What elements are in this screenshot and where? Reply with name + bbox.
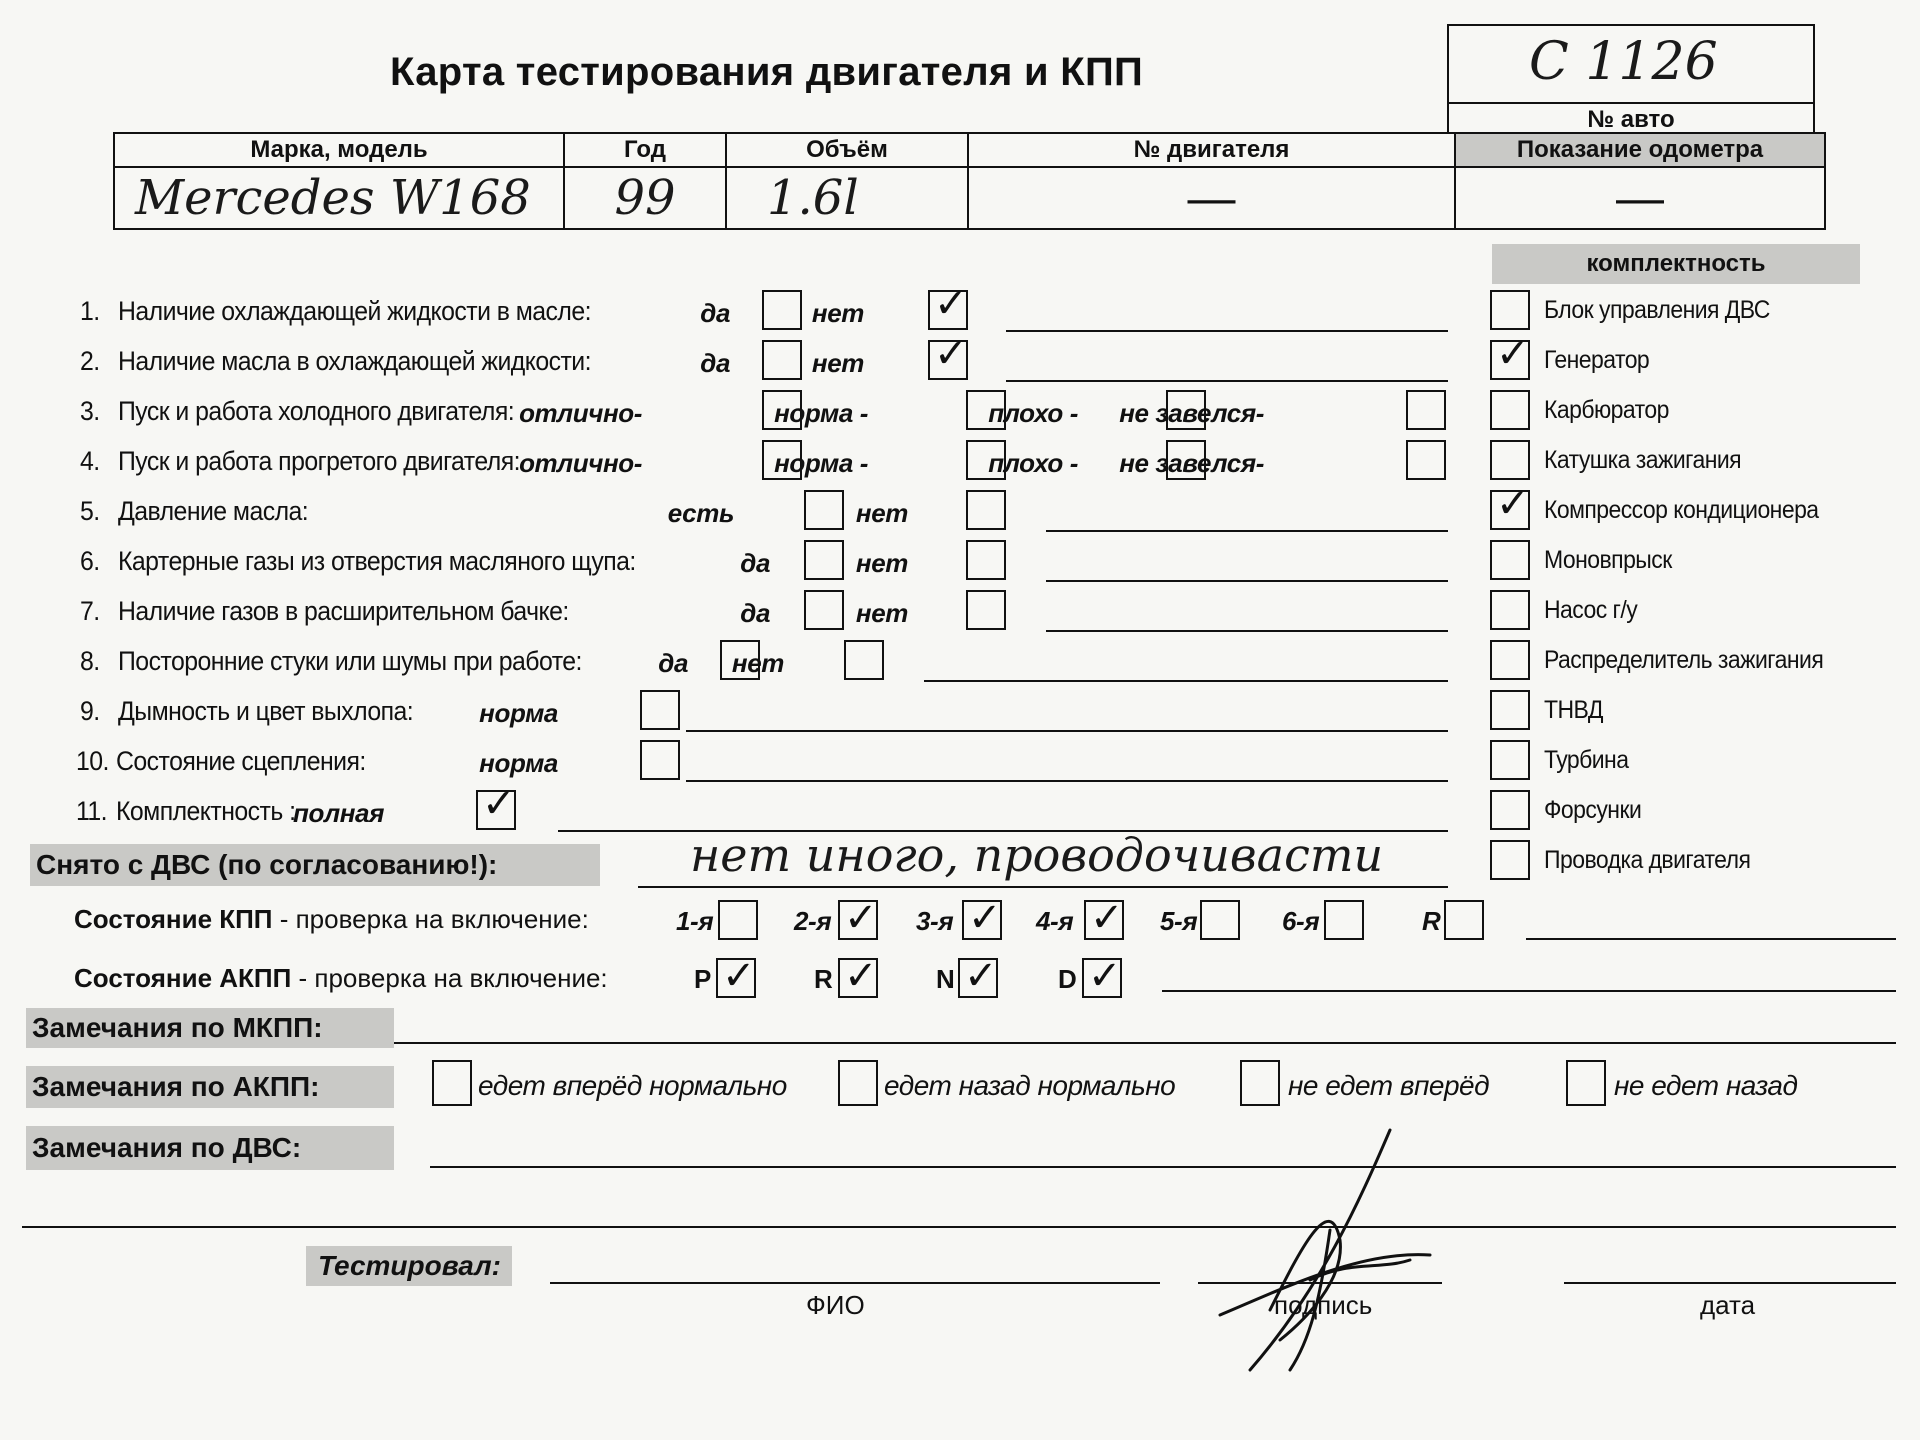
remarks-akpp-label: Замечания по АКПП:: [26, 1066, 394, 1108]
checklist-checkbox[interactable]: [966, 590, 1006, 630]
checklist-answer-line[interactable]: [1046, 580, 1448, 582]
akpp-gear-checkbox[interactable]: [716, 953, 756, 999]
checklist-answer-line[interactable]: [1046, 630, 1448, 632]
completeness-item-label: Турбина: [1544, 746, 1629, 774]
kpp-label-rest: - проверка на включение:: [272, 904, 589, 934]
checklist-answer-line[interactable]: [686, 730, 1448, 732]
checklist-checkbox[interactable]: [928, 331, 968, 380]
completeness-item-label: Форсунки: [1544, 796, 1642, 824]
checklist-row-number: 10.: [76, 746, 109, 776]
checklist-row-number: 3.: [80, 396, 100, 426]
signature-caption: подпись: [1274, 1290, 1373, 1320]
checklist-option-label: отлично-: [519, 398, 642, 428]
checklist-row-number: 6.: [80, 546, 100, 576]
fio-caption: ФИО: [806, 1290, 865, 1320]
engine-number-value[interactable]: —: [968, 167, 1455, 229]
tested-by-label: Тестировал:: [306, 1246, 512, 1286]
checklist-checkbox[interactable]: [1406, 440, 1446, 480]
plate-number-value[interactable]: С 1126: [1529, 32, 1718, 92]
akpp-remark-checkbox[interactable]: [1240, 1060, 1280, 1106]
completeness-item-label: Блок управления ДВС: [1544, 296, 1770, 324]
checklist-option-label: норма -: [774, 398, 868, 428]
checklist-row-label: Состояние сцепления:: [116, 746, 366, 776]
auto-number-box: [1447, 24, 1815, 134]
checklist-option-label: да: [740, 548, 770, 578]
kpp-line: [1526, 938, 1896, 940]
remarks-mkpp-label: Замечания по МКПП:: [26, 1008, 394, 1048]
checklist-option-label: да: [700, 348, 730, 378]
checklist-option-label: нет: [811, 348, 864, 378]
akpp-remark-checkbox[interactable]: [838, 1060, 878, 1106]
year-label: Год: [564, 133, 726, 167]
completeness-checkbox[interactable]: [1490, 540, 1530, 580]
checklist-option-label: есть: [667, 498, 734, 528]
remarks-dvs-line-2[interactable]: [22, 1226, 1896, 1228]
checkmark-icon: ✓: [1496, 481, 1530, 527]
completeness-checkbox[interactable]: [1490, 790, 1530, 830]
checklist-checkbox[interactable]: [640, 740, 680, 780]
checklist-answer-line[interactable]: [924, 680, 1448, 682]
completeness-header: комплектность: [1492, 244, 1860, 284]
kpp-label: [74, 904, 589, 935]
checkmark-icon: ✓: [844, 895, 878, 941]
checklist-row-label: Посторонние стуки или шумы при работе:: [118, 646, 582, 676]
checklist-row-label: Картерные газы из отверстия масляного щупа:: [118, 546, 636, 576]
plate-number-label: № авто: [1587, 106, 1675, 133]
completeness-item-label: ТНВД: [1544, 696, 1603, 724]
checklist-row-label: Наличие охлаждающей жидкости в масле:: [118, 296, 591, 326]
completeness-checkbox[interactable]: [1490, 481, 1530, 530]
checklist-row-number: 5.: [80, 496, 100, 526]
checklist-checkbox[interactable]: [476, 781, 516, 830]
akpp-gear-checkbox[interactable]: [958, 953, 998, 999]
checklist-checkbox[interactable]: [844, 640, 884, 680]
kpp-gear-label: 3-я: [916, 906, 954, 936]
date-caption: дата: [1700, 1290, 1756, 1320]
checkmark-icon: ✓: [482, 781, 516, 827]
kpp-gear-label: 5-я: [1160, 906, 1198, 936]
completeness-item-label: Карбюратор: [1544, 396, 1669, 424]
completeness-checkbox[interactable]: [1490, 690, 1530, 730]
checklist-option-label: нет: [731, 648, 784, 678]
completeness-checkbox[interactable]: [1490, 840, 1530, 880]
checklist-option-label: плохо -: [988, 448, 1078, 478]
checklist-option-label: полная: [292, 798, 384, 828]
akpp-label-rest: - проверка на включение:: [291, 963, 608, 993]
odometer-value[interactable]: —: [1455, 167, 1825, 229]
completeness-item-label: Насос г/у: [1544, 596, 1638, 624]
checklist-checkbox[interactable]: [804, 590, 844, 630]
checklist-checkbox[interactable]: [804, 540, 844, 580]
checklist-row-label: Давление масла:: [118, 496, 309, 526]
completeness-checkbox[interactable]: [1490, 640, 1530, 680]
checklist-row-label: Пуск и работа холодного двигателя:: [118, 396, 515, 426]
kpp-gear-label: R: [1422, 906, 1441, 936]
checklist-option-label: нет: [855, 598, 908, 628]
akpp-remark-label: едет назад нормально: [884, 1070, 1176, 1101]
completeness-item-label: Генератор: [1544, 346, 1650, 374]
engine-number-label: № двигателя: [968, 133, 1455, 167]
checklist-answer-line[interactable]: [1006, 380, 1448, 382]
checkmark-icon: ✓: [1088, 953, 1122, 999]
kpp-gear-checkbox[interactable]: [962, 895, 1002, 941]
checklist-row-number: 9.: [80, 696, 100, 726]
vehicle-header-table: [113, 132, 1826, 230]
plate-number-divider: [1449, 102, 1813, 104]
akpp-line: [1162, 990, 1896, 992]
checklist-row-label: Комплектность :: [116, 796, 296, 826]
akpp-remark-label: не едет вперёд: [1288, 1070, 1490, 1101]
akpp-gear-checkbox[interactable]: [1082, 953, 1122, 999]
checklist-option-label: плохо -: [988, 398, 1078, 428]
checklist-option-label: не завелся-: [1119, 398, 1264, 428]
kpp-gear-label: 4-я: [1036, 906, 1074, 936]
checkmark-icon: ✓: [722, 953, 756, 999]
checklist-checkbox[interactable]: [1406, 390, 1446, 430]
checklist-option-label: нет: [855, 498, 908, 528]
checkmark-icon: ✓: [1090, 895, 1124, 941]
removed-label: Снято с ДВС (по согласованию!):: [30, 844, 600, 886]
completeness-item-label: Распределитель зажигания: [1544, 646, 1824, 674]
checklist-option-label: да: [740, 598, 770, 628]
completeness-item-label: Проводка двигателя: [1544, 846, 1751, 874]
checklist-option-label: нет: [811, 298, 864, 328]
remarks-dvs-line-1[interactable]: [430, 1166, 1896, 1168]
checklist-row-label: Пуск и работа прогретого двигателя:: [118, 446, 520, 476]
page-title: Карта тестирования двигателя и КПП: [390, 50, 1144, 94]
kpp-gear-label: 2-я: [794, 906, 832, 936]
checklist-row-number: 2.: [80, 346, 100, 376]
brand-value[interactable]: Mercedes W168: [114, 167, 564, 229]
checklist-row-number: 1.: [80, 296, 100, 326]
kpp-gear-checkbox[interactable]: [718, 900, 758, 940]
checklist-option-label: не завелся-: [1119, 448, 1264, 478]
completeness-checkbox[interactable]: [1490, 590, 1530, 630]
kpp-gear-checkbox[interactable]: [838, 895, 878, 941]
checklist-option-label: да: [658, 648, 688, 678]
checklist-checkbox[interactable]: [966, 490, 1006, 530]
checklist-option-label: норма: [479, 748, 558, 778]
odometer-label: Показание одометра: [1455, 133, 1825, 167]
akpp-remark-label: едет вперёд нормально: [478, 1070, 787, 1101]
checklist-option-label: отлично-: [519, 448, 642, 478]
kpp-gear-checkbox[interactable]: [1444, 900, 1484, 940]
completeness-checkbox[interactable]: [1490, 390, 1530, 430]
fio-line[interactable]: [550, 1282, 1160, 1284]
akpp-label-bold: Состояние АКПП: [74, 963, 292, 993]
checklist-option-label: норма -: [774, 448, 868, 478]
akpp-gear-checkbox[interactable]: [838, 953, 878, 999]
kpp-label-bold: Состояние КПП: [74, 904, 273, 934]
remarks-dvs-label: Замечания по ДВС:: [26, 1126, 394, 1170]
checklist-row-number: 8.: [80, 646, 100, 676]
akpp-remark-label: не едет назад: [1614, 1070, 1798, 1101]
checklist-row-label: Дымность и цвет выхлопа:: [118, 696, 414, 726]
checklist-checkbox[interactable]: [804, 490, 844, 530]
checklist-answer-line[interactable]: [1046, 530, 1448, 532]
checklist-checkbox[interactable]: [966, 540, 1006, 580]
remarks-mkpp-line[interactable]: [394, 1042, 1896, 1044]
kpp-gear-checkbox[interactable]: [1200, 900, 1240, 940]
checklist-answer-line[interactable]: [1006, 330, 1448, 332]
akpp-remark-checkbox[interactable]: [1566, 1060, 1606, 1106]
akpp-gear-label: P: [694, 964, 712, 994]
checklist-row-label: Наличие газов в расширительном бачке:: [118, 596, 569, 626]
completeness-checkbox[interactable]: [1490, 440, 1530, 480]
volume-value[interactable]: 1.6l: [726, 167, 968, 229]
completeness-item-label: Моновпрыск: [1544, 546, 1672, 574]
checkmark-icon: ✓: [1496, 331, 1530, 377]
checklist-checkbox[interactable]: [928, 281, 968, 330]
akpp-label: [74, 963, 608, 994]
checklist-row-number: 11.: [76, 796, 108, 826]
checkmark-icon: ✓: [934, 331, 968, 377]
akpp-gear-label: R: [814, 964, 833, 994]
akpp-gear-label: D: [1058, 964, 1077, 994]
checklist-row-label: Наличие масла в охлаждающей жидкости:: [118, 346, 591, 376]
year-value[interactable]: 99: [564, 167, 726, 229]
completeness-checkbox[interactable]: [1490, 331, 1530, 380]
kpp-gear-label: 6-я: [1282, 906, 1320, 936]
date-line[interactable]: [1564, 1282, 1896, 1284]
checklist-option-label: нет: [855, 548, 908, 578]
completeness-item-label: Компрессор кондиционера: [1544, 496, 1819, 524]
checklist-row-number: 7.: [80, 596, 100, 626]
checkmark-icon: ✓: [964, 953, 998, 999]
removed-value[interactable]: нет иного, проводочивасти: [690, 828, 1384, 882]
volume-label: Объём: [726, 133, 968, 167]
checkmark-icon: ✓: [968, 895, 1002, 941]
checklist-row-number: 4.: [80, 446, 100, 476]
checkmark-icon: ✓: [934, 281, 968, 327]
kpp-gear-checkbox[interactable]: [1324, 900, 1364, 940]
checklist-option-label: норма: [479, 698, 558, 728]
checklist-checkbox[interactable]: [640, 690, 680, 730]
removed-line: [638, 886, 1448, 888]
completeness-item-label: Катушка зажигания: [1544, 446, 1742, 474]
kpp-gear-checkbox[interactable]: [1084, 895, 1124, 941]
handwritten-signature-image: [1210, 1120, 1440, 1380]
akpp-gear-label: N: [936, 964, 955, 994]
kpp-gear-label: 1-я: [676, 906, 714, 936]
checklist-answer-line[interactable]: [686, 780, 1448, 782]
akpp-remark-checkbox[interactable]: [432, 1060, 472, 1106]
completeness-checkbox[interactable]: [1490, 290, 1530, 330]
completeness-checkbox[interactable]: [1490, 740, 1530, 780]
brand-label: Марка, модель: [114, 133, 564, 167]
checkmark-icon: ✓: [844, 953, 878, 999]
checklist-option-label: да: [700, 298, 730, 328]
